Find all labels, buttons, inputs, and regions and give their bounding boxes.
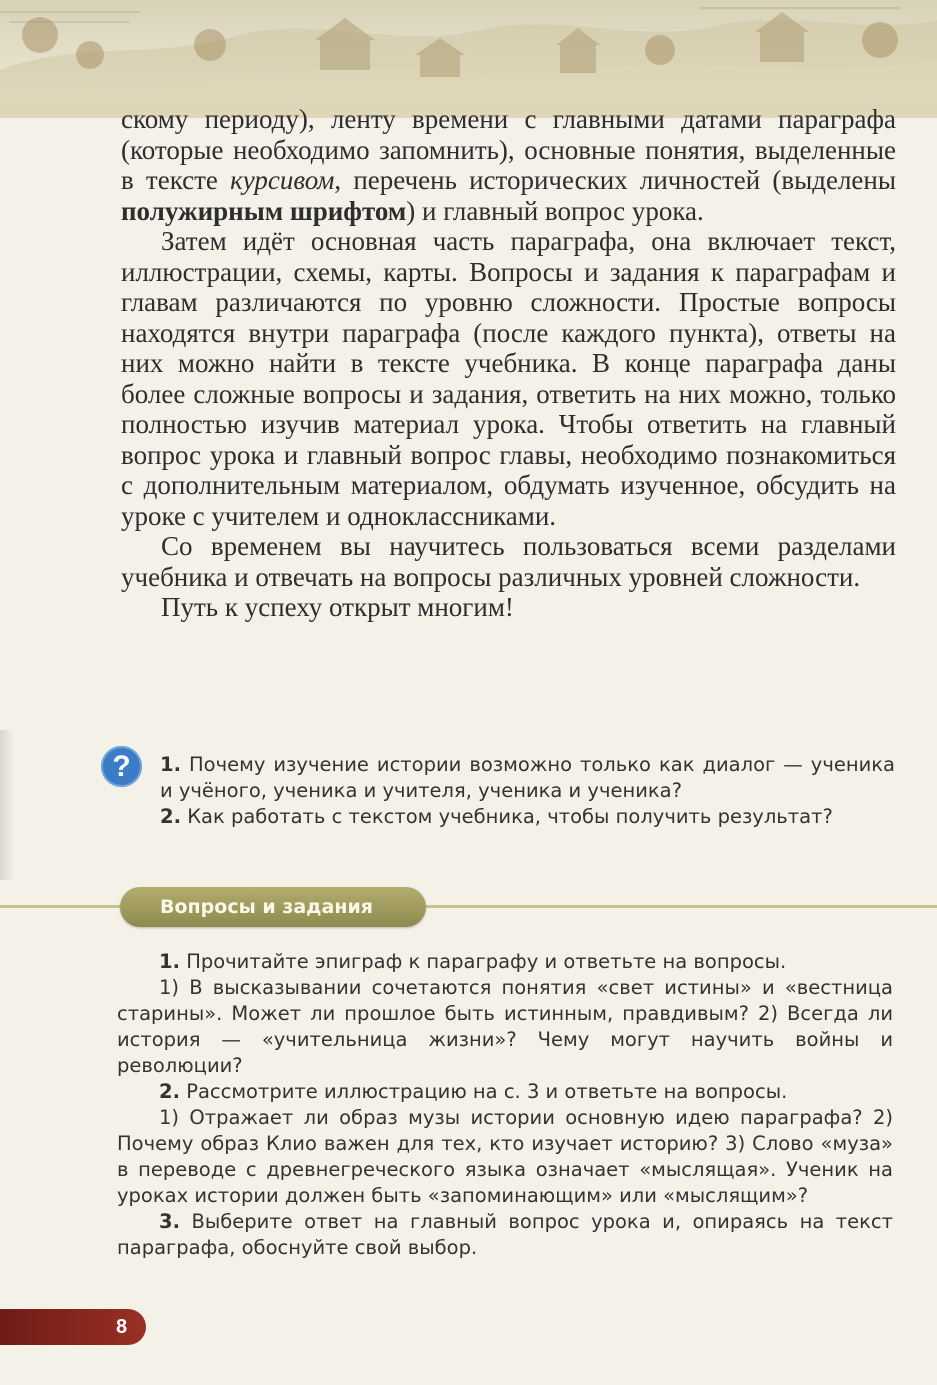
question-number: 2. xyxy=(160,805,181,828)
task-number: 2. xyxy=(159,1080,180,1103)
question-icon: ? xyxy=(101,746,142,787)
paragraph-motto: Путь к успеху открыт многим! xyxy=(161,592,514,622)
bold-term: полужирным шрифтом xyxy=(121,195,407,226)
task-number: 1. xyxy=(159,950,180,973)
margin-shadow xyxy=(0,730,14,880)
task-subquestions: 1) В высказывании сочетаются понятия «свет истины» и «вестница старины». Может ли прошлое быть истинным, правдивым? 2) Всегда ли история — «учительница жизни»? Чему могут научить войны и революции? xyxy=(117,976,893,1077)
tasks-list xyxy=(117,949,893,1261)
task-number: 3. xyxy=(159,1210,180,1233)
decorative-header-illustration xyxy=(0,0,937,118)
header-landscape-art xyxy=(0,0,937,118)
question-text: Почему изучение истории возможно только как диалог — ученика и учёного, ученика и учителя, ученика и ученика? xyxy=(160,753,895,802)
italic-term: курсивом xyxy=(230,165,335,195)
task-text: Прочитайте эпиграф к параграфу и ответьте на вопросы. xyxy=(186,950,787,973)
page-number: 8 xyxy=(116,1316,128,1338)
paragraph-text: ) и главный вопрос урока. xyxy=(406,195,704,226)
review-question-item xyxy=(160,752,895,804)
paragraph-text: , перечень исторических личностей (выделены xyxy=(334,165,897,195)
review-questions xyxy=(160,752,895,830)
section-title: Вопросы и задания xyxy=(120,887,426,927)
task-item xyxy=(117,1079,893,1105)
main-text-body xyxy=(121,104,896,623)
task-subquestions: 1) Отражает ли образ музы истории основную идею параграфа? 2) Почему образ Клио важен для тех, кто изучает историю? 3) Слово «муза» в переводе с древнегреческого языка означает «мыслящая». Ученик на уроках истории должен быть «запоминающим» или «мыслящим»? xyxy=(117,1106,893,1207)
task-item xyxy=(117,1209,893,1261)
paragraph-text: скому периоду), ленту времени с главными датами параграфа (которые необходимо запомнить), основные понятия, выделенные в тексте xyxy=(121,104,896,195)
question-text: Как работать с текстом учебника, чтобы получить результат? xyxy=(187,805,833,828)
paragraph-intro-continuation xyxy=(121,104,896,226)
paragraph-structure: Затем идёт основная часть параграфа, она включает текст, иллюстрации, схемы, карты. Вопросы и задания к параграфам и главам различаются по уровню сложности. Простые вопросы находятся внутри параграфа (после каждого пункта), ответы на них можно найти в тексте учебника. В конце параграфа даны более сложные вопросы и задания, ответить на них можно, только полностью изучив материал урока. Чтобы ответить на главный вопрос урока и главный вопрос главы, необходимо познакомиться с дополнительным материалом, обдумать изученное, обсудить на уроке с учителем и одноклассниками. xyxy=(121,226,896,531)
task-text: Выберите ответ на главный вопрос урока и, опираясь на текст параграфа, обоснуйте свой выбор. xyxy=(117,1210,893,1259)
question-number: 1. xyxy=(160,753,181,776)
task-text: Рассмотрите иллюстрацию на с. 3 и ответьте на вопросы. xyxy=(186,1080,788,1103)
task-item xyxy=(117,949,893,975)
paragraph-learning: Со временем вы научитесь пользоваться всеми разделами учебника и отвечать на вопросы различных уровней сложности. xyxy=(121,531,896,592)
review-question-item xyxy=(160,804,895,830)
